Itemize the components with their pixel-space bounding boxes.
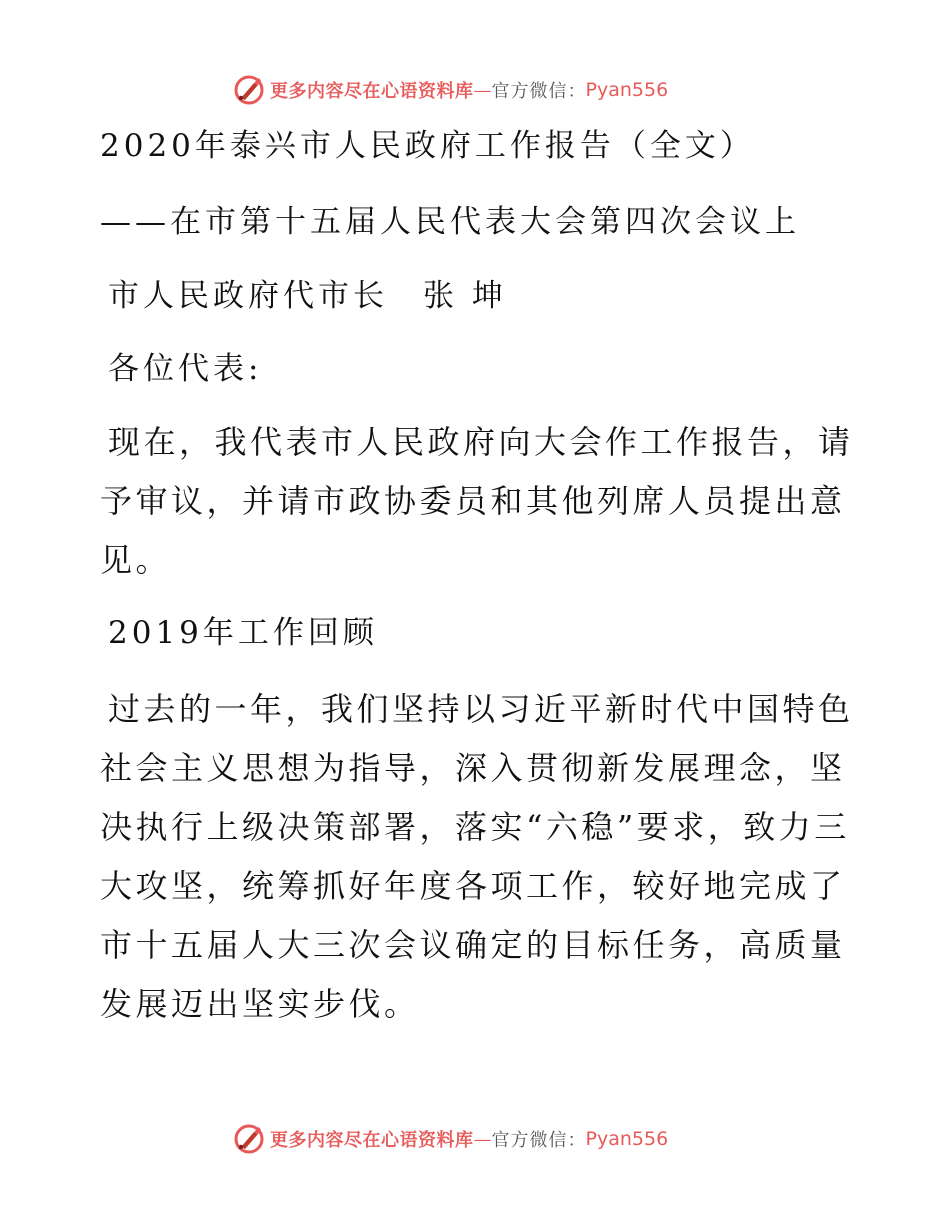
watermark-main-text: 更多内容尽在心语资料库: [270, 1130, 474, 1151]
document-subtitle: ——在市第十五届人民代表大会第四次会议上: [100, 204, 800, 240]
watermark-dash: —: [473, 79, 492, 101]
watermark-label: 官方微信: [491, 1130, 568, 1151]
document-title: 2020年泰兴市人民政府工作报告（全文）: [100, 128, 755, 164]
watermark-colon: ：: [567, 81, 586, 102]
quill-pen-logo-icon: [232, 73, 266, 107]
watermark-main-text: 更多内容尽在心语资料库: [270, 81, 474, 102]
watermark-wechat-id: Pyan556: [585, 79, 669, 101]
watermark-dash: —: [473, 1128, 492, 1150]
section-heading: 2019年工作回顾: [108, 615, 378, 651]
body-paragraph: 过去的一年，我们坚持以习近平新时代中国特色社会主义思想为指导，深入贯彻新发展理念，坚决执行上级决策部署，落实“六稳”要求，致力三大攻坚，统筹抓好年度各项工作，较好地完成了市十五届人大三次会议确定的目标任务，高质量发展迈出坚实步伐。: [100, 690, 854, 1023]
author-role: 市人民政府代市长 张 坤: [108, 278, 507, 314]
quill-pen-logo-icon: [232, 1122, 266, 1156]
watermark-colon: ：: [567, 1130, 586, 1151]
intro-paragraph: 现在，我代表市人民政府向大会作工作报告，请予审议，并请市政协委员和其他列席人员提出意见。: [100, 423, 854, 579]
watermark-wechat-id: Pyan556: [585, 1128, 669, 1150]
watermark-label: 官方微信: [491, 81, 568, 102]
salutation: 各位代表:: [108, 351, 263, 387]
header-watermark: [232, 73, 668, 107]
footer-watermark: [232, 1122, 668, 1156]
